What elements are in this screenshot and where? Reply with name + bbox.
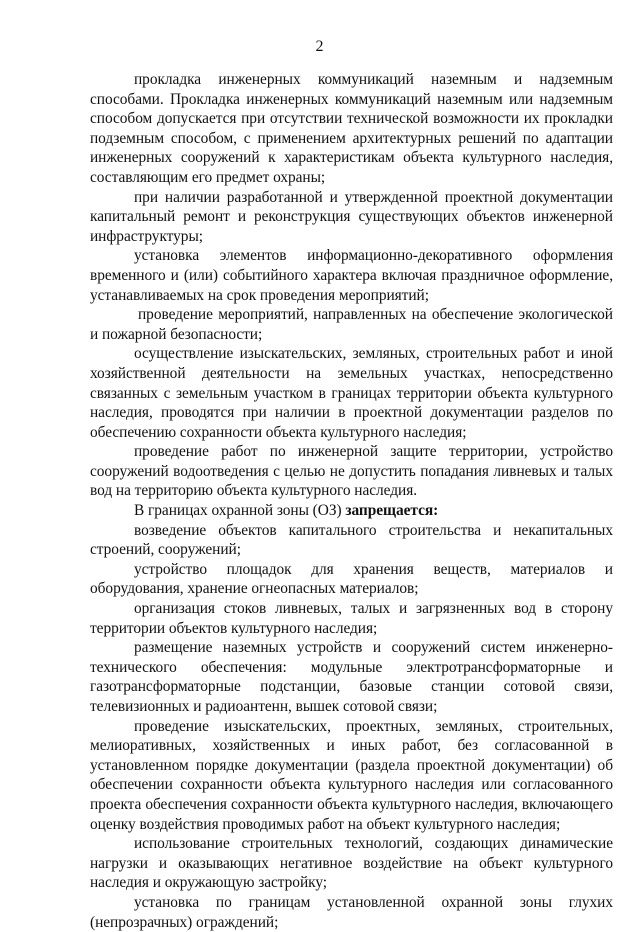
permitted-paragraph-3: установка элементов информационно-декоративного оформления временного и (или) событийного характера включая праздничное оформление, устанавливаемых на срок проведения мероприятий; [90,247,613,304]
permitted-paragraph-6: проведение работ по инженерной защите территории, устройство сооружений водоотведения с целью не допустить попадания ливневых и талых вод на территорию объекта культурного наследия. [90,443,613,500]
prohibited-item-2: устройство площадок для хранения веществ, материалов и оборудования, хранение огнеопасных материалов; [90,560,613,598]
prohibited-item-4: размещение наземных устройств и сооружений систем инженерно-технического обеспечения: модульные электротрансформаторные и газотрансформаторные подстанции, базовые станции сотовой связи, телевизионных и радиоантенн, вышек сотовой связи; [90,639,613,715]
section-heading-emphasis: запрещается: [345,502,439,520]
section-heading [90,501,613,521]
page-number: 2 [315,38,324,55]
prohibited-item-7: установка по границам установленной охранной зоны глухих (непрозрачных) ограждений; [90,893,613,931]
section-heading-prefix: В границах охранной зоны (ОЗ) [134,502,346,520]
prohibited-item-6: использование строительных технологий, создающих динамические нагрузки и оказывающих негативное воздействие на объект культурного наследия и окружающую застройку; [90,835,613,892]
permitted-paragraph-4: проведение мероприятий, направленных на обеспечение экологической и пожарной безопасности; [90,306,613,343]
document-body [90,70,613,932]
permitted-paragraph-2: при наличии разработанной и утвержденной проектной документации капитальный ремонт и реконструкция существующих объектов инженерной инфраструктуры; [90,188,613,245]
prohibited-item-3: организация стоков ливневых, талых и загрязненных вод в сторону территории объектов культурного наследия; [90,600,613,637]
permitted-paragraph-5: осуществление изыскательских, земляных, строительных работ и иной хозяйственной деятельности на земельных участках, непосредственно связанных с земельным участком в границах территории объекта культурного наследия, проводятся при наличии в проектной документации разделов по обеспечению сохранности объекта культурного наследия; [90,345,613,441]
prohibited-item-1: возведение объектов капитального строительства и некапитальных строений, сооружений; [90,521,613,559]
prohibited-item-5: проведение изыскательских, проектных, земляных, строительных, мелиоративных, хозяйственных и иных работ, без согласованной в установленном порядке документации (раздела проектной документации) об обеспечении сохранности объекта культурного наследия или согласованного проекта обеспечения сохранности объекта культурного наследия, включающего оценку воздействия проводимых работ на объект культурного наследия; [90,717,613,833]
permitted-paragraph-1: прокладка инженерных коммуникаций наземным и надземным способами. Прокладка инженерных коммуникаций наземным или надземным способом допускается при отсутствии технической возможности их прокладки подземным способом, с применением архитектурных решений по адаптации инженерных сооружений к характеристикам объекта культурного наследия, составляющим его предмет охраны; [90,71,613,186]
